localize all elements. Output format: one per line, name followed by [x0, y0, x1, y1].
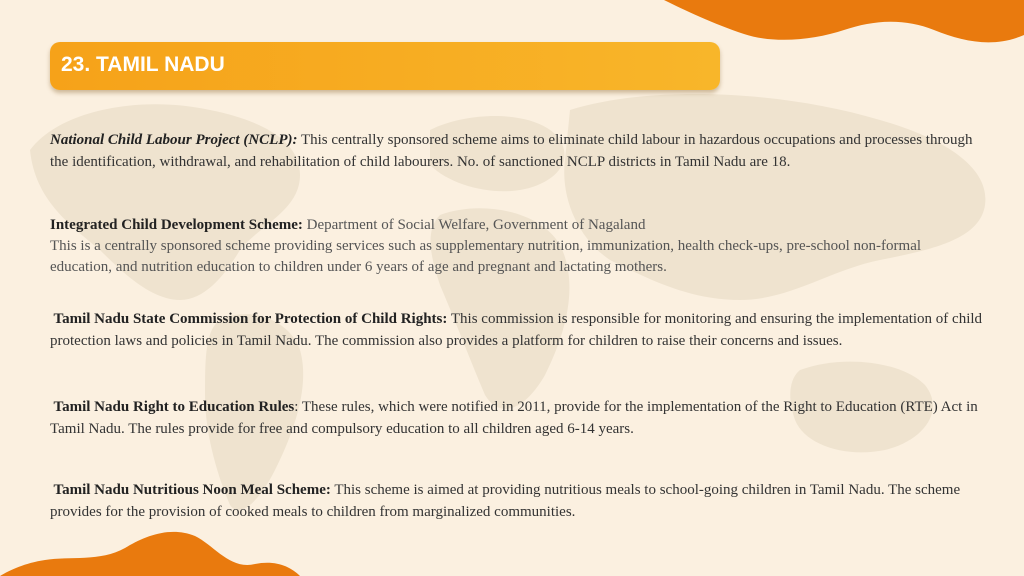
- nclp-text: This centrally sponsored scheme aims to eliminate child labour in hazardous occupations and processes through the identification, withdrawal, and rehabilitation of child labourers. No. of sanctioned NCLP districts in Tamil Nadu are 18.: [50, 132, 973, 170]
- noon-meal-heading: Tamil Nadu Nutritious Noon Meal Scheme:: [50, 482, 331, 498]
- slide-title: 23. TAMIL NADU: [61, 53, 225, 76]
- rte-text: : These rules, which were notified in 2011, provide for the implementation of the Right to Education (RTE) Act in Tamil Nadu. The rules provide for free and compulsory education to all children aged 6-14 years.: [50, 399, 978, 437]
- nclp-paragraph: [50, 129, 985, 173]
- title-banner: [50, 42, 720, 90]
- icds-heading: Integrated Child Development Scheme:: [50, 217, 303, 233]
- decorative-wave-bottom: [0, 526, 300, 576]
- scpcr-paragraph: [50, 308, 985, 352]
- icds-paragraph: [50, 215, 985, 278]
- scpcr-heading: Tamil Nadu State Commission for Protection of Child Rights:: [50, 311, 448, 327]
- noon-meal-text: This scheme is aimed at providing nutritious meals to school-going children in Tamil Nadu. The scheme provides for the provision of cooked meals to children from marginalized communities.: [50, 482, 961, 520]
- icds-subheading: Department of Social Welfare, Government of Nagaland: [302, 217, 646, 233]
- nclp-heading: National Child Labour Project (NCLP):: [50, 132, 298, 148]
- scpcr-text: This commission is responsible for monitoring and ensuring the implementation of child protection laws and policies in Tamil Nadu. The commission also provides a platform for children to raise their concerns and issues.: [50, 311, 983, 349]
- icds-text: This is a centrally sponsored scheme providing services such as supplementary nutrition, immunization, health check-ups, pre-school non-formal education, and nutrition education to children under 6 years of age and pregnant and lactating mothers.: [50, 238, 922, 275]
- rte-paragraph: [50, 396, 985, 440]
- rte-heading: Tamil Nadu Right to Education Rules: [50, 399, 295, 415]
- noon-meal-paragraph: [50, 479, 985, 523]
- decorative-wave-top: [664, 0, 1024, 50]
